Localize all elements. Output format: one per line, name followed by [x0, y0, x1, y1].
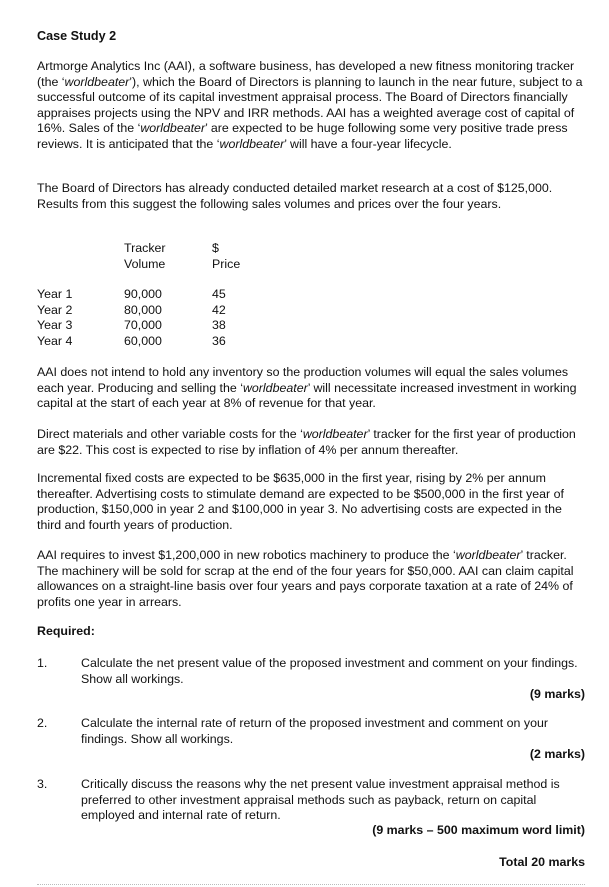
question-marks: (9 marks – 500 maximum word limit)	[372, 823, 585, 837]
table-row: Year 1 90,000 45	[37, 287, 226, 301]
total-marks: Total 20 marks	[499, 855, 585, 869]
fixed-costs-paragraph: Incremental fixed costs are expected to be $635,000 in the first year, rising by 2% per annum thereafter. Advertising costs to stimulate demand are expected to be $500,000 in the first year of production, $150,000 in year 2 and $100,000 in year 3. No advertising costs are expected in the third and fourth years of production.	[37, 471, 564, 532]
volume-header: Tracker Volume	[124, 241, 166, 271]
page-bottom-divider	[37, 884, 585, 885]
price-header: $ Price	[212, 241, 241, 271]
intro-paragraph: Artmorge Analytics Inc (AAI), a software business, has developed a new fitness monitoring tracker (the ‘worldbeater’), which the Board of Directors is planning to launch in the near future, subject to a successful outcome of its capital investment appraisal process. The Board of Directors financially appraises projects using the NPV and IRR methods. AAI has a weighted average cost of capital of 16%. Sales of the ‘worldbeater’ are expected to be huge following some very positive trade press reviews. It is anticipated that the ‘worldbeater’ will have a four-year lifecycle.	[37, 59, 583, 151]
question-marks: (2 marks)	[529, 747, 585, 761]
table-row: Year 3 70,000 38	[37, 318, 226, 333]
page-title: Case Study 2	[37, 29, 117, 43]
question-marks: (9 marks)	[529, 687, 585, 701]
inventory-paragraph: AAI does not intend to hold any inventory so the production volumes will equal the sales volumes each year. Producing and selling the ‘worldbeater’ will necessitate increased investment in working capital at the start of each year at 8% of revenue for that year.	[37, 365, 577, 411]
market-research-paragraph: The Board of Directors has already conducted detailed market research at a cost of $125,000. Results from this suggest the following sales volumes and prices over the four years.	[37, 181, 553, 211]
table-row: Year 2 80,000 42	[37, 302, 226, 317]
machinery-paragraph: AAI requires to invest $1,200,000 in new robotics machinery to produce the ‘worldbeater’ tracker. The machinery will be sold for scrap at the end of the four years for $50,000. AAI can claim capital allowances on a straight-line basis over four years and pays corporate taxation at a rate of 24% of profits one year in arrears.	[37, 548, 574, 609]
table-row: Year 4 60,000 36	[37, 333, 226, 348]
required-heading: Required:	[37, 624, 95, 638]
variable-costs-paragraph: Direct materials and other variable costs for the ‘worldbeater’ tracker for the first year of production are $22. This cost is expected to rise by inflation of 4% per annum thereafter.	[37, 427, 576, 457]
sales-table	[37, 287, 337, 349]
